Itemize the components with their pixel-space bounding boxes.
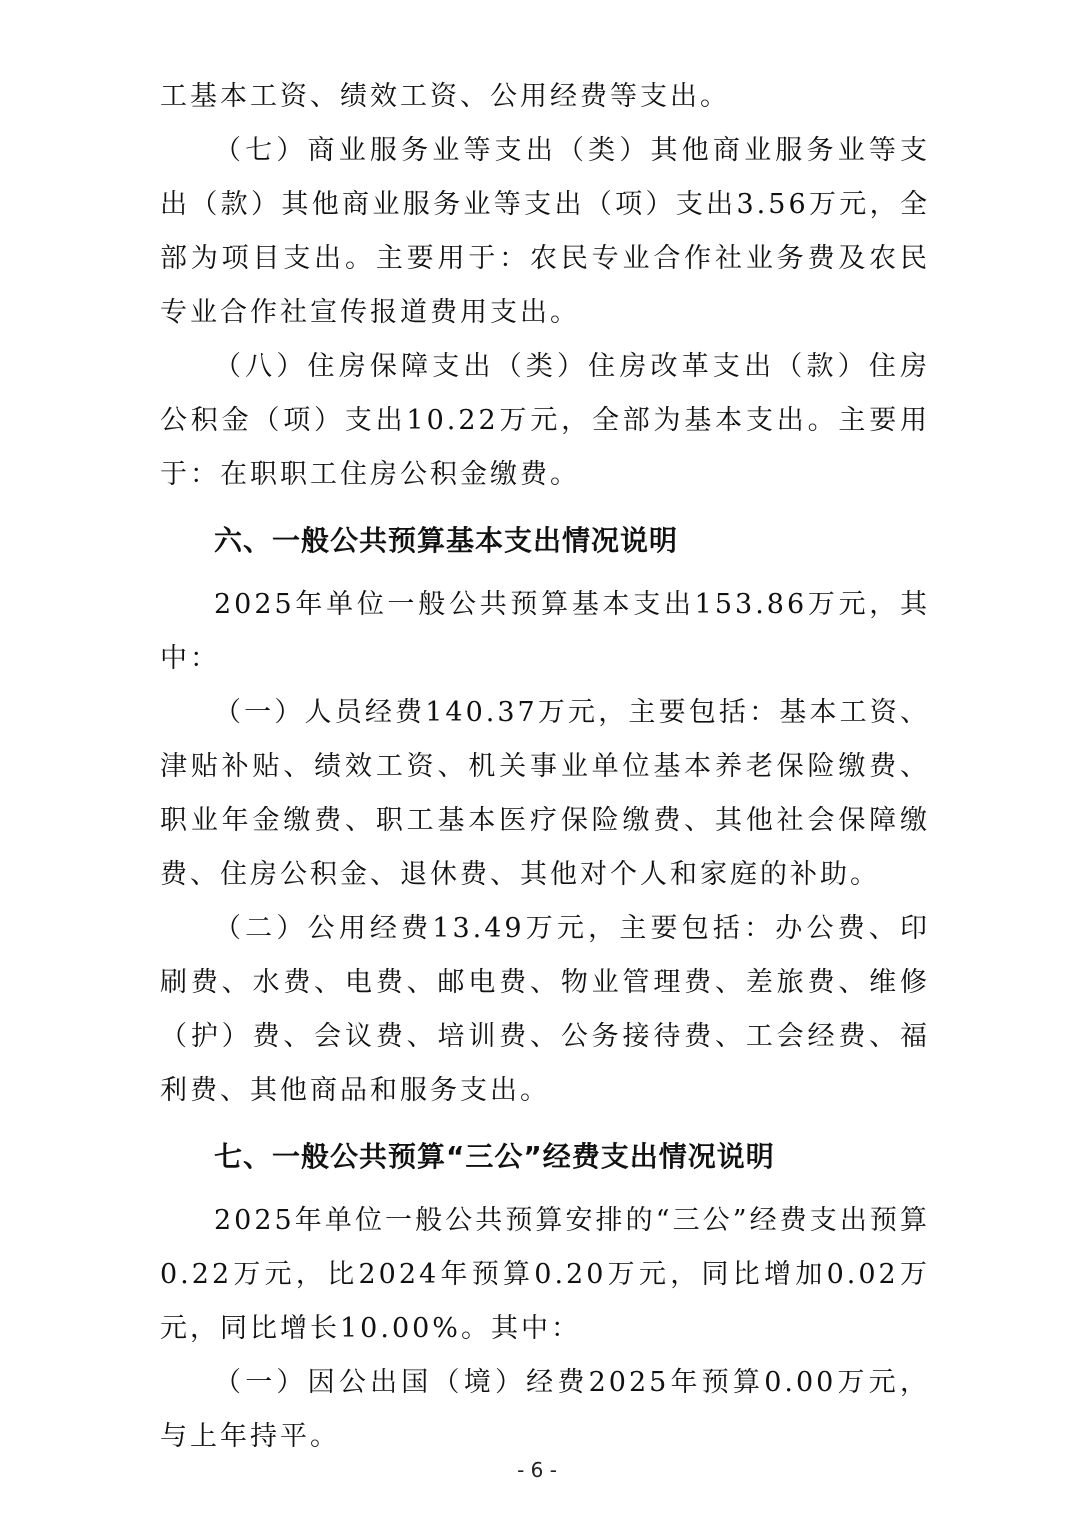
document-body [160, 70, 930, 1464]
paragraph-basic-total: 2025年单位一般公共预算基本支出153.86万元，其中： [160, 589, 930, 674]
section-heading-seven: 七、一般公共预算“三公”经费支出情况说明 [214, 1140, 775, 1173]
page-number: - 6 - [517, 1458, 557, 1482]
paragraph-personnel: （一）人员经费140.37万元，主要包括：基本工资、津贴补贴、绩效工资、机关事业单位基本养老保险缴费、职业年金缴费、职工基本医疗保险缴费、其他社会保障缴费、住房公积金、退休费、其他对个人和家庭的补助。 [160, 697, 930, 890]
paragraph-sangong-total: 2025年单位一般公共预算安排的“三公”经费支出预算0.22万元，比2024年预算0.20万元，同比增加0.02万元，同比增长10.00%。其中： [160, 1205, 930, 1344]
paragraph-public-funds: （二）公用经费13.49万元，主要包括：办公费、印刷费、水费、电费、邮电费、物业管理费、差旅费、维修（护）费、会议费、培训费、公务接待费、工会经费、福利费、其他商品和服务支出。 [160, 913, 930, 1106]
paragraph-continued: 工基本工资、绩效工资、公用经费等支出。 [160, 81, 730, 112]
paragraph-commercial-services: （七）商业服务业等支出（类）其他商业服务业等支出（款）其他商业服务业等支出（项）支出3.56万元，全部为项目支出。主要用于：农民专业合作社业务费及农民专业合作社宣传报道费用支出。 [160, 135, 930, 328]
paragraph-housing: （八）住房保障支出（类）住房改革支出（款）住房公积金（项）支出10.22万元，全部为基本支出。主要用于：在职职工住房公积金缴费。 [160, 351, 930, 490]
paragraph-abroad: （一）因公出国（境）经费2025年预算0.00万元，与上年持平。 [160, 1367, 930, 1452]
section-heading-six: 六、一般公共预算基本支出情况说明 [214, 524, 679, 557]
